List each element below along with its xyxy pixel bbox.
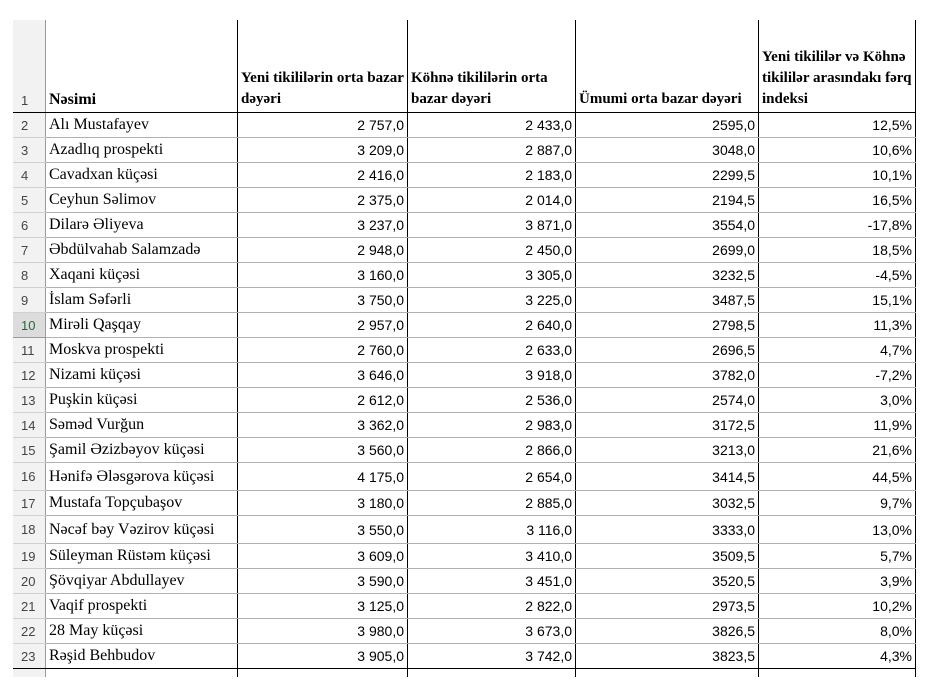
cell-old-buildings-value[interactable]: 3 451,0 xyxy=(408,569,576,594)
row-number[interactable]: 15 xyxy=(13,438,46,463)
table-row xyxy=(13,516,916,544)
empty-cell[interactable] xyxy=(46,669,238,678)
partial-next-row xyxy=(13,669,916,678)
cell-street-name[interactable]: Puşkin küçəsi xyxy=(46,388,238,413)
cell-overall-average-value[interactable]: 3414,5 xyxy=(576,463,759,491)
cell-old-buildings-value[interactable]: 2 633,0 xyxy=(408,338,576,363)
cell-street-name[interactable]: Azadlıq prospekti xyxy=(46,138,238,163)
table-row xyxy=(13,413,916,438)
cell-street-name[interactable]: Şövqiyar Abdullayev xyxy=(46,569,238,594)
header-row xyxy=(13,20,916,113)
table-row xyxy=(13,338,916,363)
cell-street-name[interactable]: İslam Səfərli xyxy=(46,288,238,313)
row-number[interactable]: 20 xyxy=(13,569,46,594)
row-number[interactable]: 8 xyxy=(13,263,46,288)
table-row xyxy=(13,438,916,463)
table-row xyxy=(13,491,916,516)
cell-new-buildings-value[interactable]: 2 375,0 xyxy=(238,188,408,213)
cell-difference-index[interactable]: 44,5% xyxy=(759,463,916,491)
cell-difference-index[interactable]: 21,6% xyxy=(759,438,916,463)
cell-difference-index[interactable]: 3,9% xyxy=(759,569,916,594)
cell-difference-index[interactable]: -17,8% xyxy=(759,213,916,238)
cell-street-name[interactable]: Cavadxan küçəsi xyxy=(46,163,238,188)
cell-new-buildings-value[interactable]: 3 609,0 xyxy=(238,544,408,569)
row-number[interactable]: 18 xyxy=(13,516,46,544)
cell-overall-average-value[interactable]: 2696,5 xyxy=(576,338,759,363)
cell-street-name[interactable]: Xaqani küçəsi xyxy=(46,263,238,288)
cell-new-buildings-value[interactable]: 2 957,0 xyxy=(238,313,408,338)
cell-difference-index[interactable]: 4,3% xyxy=(759,644,916,669)
cell-old-buildings-value[interactable]: 2 654,0 xyxy=(408,463,576,491)
cell-difference-index[interactable]: 8,0% xyxy=(759,619,916,644)
cell-new-buildings-value[interactable]: 3 750,0 xyxy=(238,288,408,313)
table-row xyxy=(13,288,916,313)
row-number[interactable]: 1 xyxy=(13,20,46,113)
cell-difference-index[interactable]: 18,5% xyxy=(759,238,916,263)
cell-overall-average-value[interactable]: 3048,0 xyxy=(576,138,759,163)
table-row xyxy=(13,619,916,644)
cell-old-buildings-value[interactable]: 2 822,0 xyxy=(408,594,576,619)
table-row xyxy=(13,188,916,213)
cell-difference-index[interactable]: 10,6% xyxy=(759,138,916,163)
cell-difference-index[interactable]: 15,1% xyxy=(759,288,916,313)
cell-new-buildings-value[interactable]: 2 948,0 xyxy=(238,238,408,263)
column-header-district[interactable]: Nəsimi xyxy=(46,20,238,113)
cell-old-buildings-value[interactable]: 3 673,0 xyxy=(408,619,576,644)
cell-difference-index[interactable]: 12,5% xyxy=(759,113,916,138)
cell-old-buildings-value[interactable]: 2 183,0 xyxy=(408,163,576,188)
cell-difference-index[interactable]: 4,7% xyxy=(759,338,916,363)
cell-street-name[interactable]: Nəcəf bəy Vəzirov küçəsi xyxy=(46,516,238,544)
cell-old-buildings-value[interactable]: 2 433,0 xyxy=(408,113,576,138)
cell-street-name[interactable]: Rəşid Behbudov xyxy=(46,644,238,669)
cell-old-buildings-value[interactable]: 2 866,0 xyxy=(408,438,576,463)
row-number[interactable]: 13 xyxy=(13,388,46,413)
cell-difference-index[interactable]: 16,5% xyxy=(759,188,916,213)
cell-new-buildings-value[interactable]: 3 905,0 xyxy=(238,644,408,669)
row-number[interactable]: 22 xyxy=(13,619,46,644)
row-number[interactable]: 3 xyxy=(13,138,46,163)
cell-street-name[interactable]: 28 May küçəsi xyxy=(46,619,238,644)
cell-new-buildings-value[interactable]: 2 416,0 xyxy=(238,163,408,188)
cell-old-buildings-value[interactable]: 2 014,0 xyxy=(408,188,576,213)
cell-overall-average-value[interactable]: 3333,0 xyxy=(576,516,759,544)
cell-old-buildings-value[interactable]: 3 742,0 xyxy=(408,644,576,669)
row-number[interactable]: 7 xyxy=(13,238,46,263)
table-row xyxy=(13,644,916,669)
cell-new-buildings-value[interactable]: 3 362,0 xyxy=(238,413,408,438)
row-number[interactable]: 23 xyxy=(13,644,46,669)
cell-old-buildings-value[interactable]: 2 450,0 xyxy=(408,238,576,263)
row-number[interactable]: 6 xyxy=(13,213,46,238)
cell-difference-index[interactable]: 5,7% xyxy=(759,544,916,569)
column-header-overall-average-value[interactable]: Ümumi orta bazar dəyəri xyxy=(576,20,759,113)
cell-difference-index[interactable]: 3,0% xyxy=(759,388,916,413)
cell-new-buildings-value[interactable]: 3 550,0 xyxy=(238,516,408,544)
cell-new-buildings-value[interactable]: 3 125,0 xyxy=(238,594,408,619)
column-header-new-buildings-value[interactable]: Yeni tikililərin orta bazar dəyəri xyxy=(238,20,408,113)
cell-overall-average-value[interactable]: 3782,0 xyxy=(576,363,759,388)
cell-difference-index[interactable]: 10,2% xyxy=(759,594,916,619)
cell-difference-index[interactable]: -7,2% xyxy=(759,363,916,388)
cell-street-name[interactable]: Mustafa Topçubaşov xyxy=(46,491,238,516)
cell-new-buildings-value[interactable]: 3 646,0 xyxy=(238,363,408,388)
row-number[interactable]: 16 xyxy=(13,463,46,491)
column-header-difference-index[interactable]: Yeni tikililər və Köhnə tikililər arasındakı fərq indeksi xyxy=(759,20,916,113)
table-row xyxy=(13,113,916,138)
row-number[interactable]: 9 xyxy=(13,288,46,313)
cell-old-buildings-value[interactable]: 2 536,0 xyxy=(408,388,576,413)
table-row xyxy=(13,263,916,288)
cell-new-buildings-value[interactable]: 3 560,0 xyxy=(238,438,408,463)
table-row xyxy=(13,138,916,163)
empty-cell[interactable] xyxy=(238,669,408,678)
row-number[interactable] xyxy=(13,669,46,678)
cell-overall-average-value[interactable]: 2194,5 xyxy=(576,188,759,213)
empty-cell[interactable] xyxy=(408,669,576,678)
cell-overall-average-value[interactable]: 3232,5 xyxy=(576,263,759,288)
cell-old-buildings-value[interactable]: 2 983,0 xyxy=(408,413,576,438)
cell-overall-average-value[interactable]: 3554,0 xyxy=(576,213,759,238)
row-number[interactable]: 5 xyxy=(13,188,46,213)
table-row xyxy=(13,163,916,188)
table-row xyxy=(13,238,916,263)
cell-new-buildings-value[interactable]: 3 209,0 xyxy=(238,138,408,163)
cell-overall-average-value[interactable]: 3520,5 xyxy=(576,569,759,594)
cell-street-name[interactable]: Nizami küçəsi xyxy=(46,363,238,388)
cell-street-name[interactable]: Şamil Əzizbəyov küçəsi xyxy=(46,438,238,463)
cell-old-buildings-value[interactable]: 3 225,0 xyxy=(408,288,576,313)
cell-difference-index[interactable]: -4,5% xyxy=(759,263,916,288)
cell-overall-average-value[interactable]: 3826,5 xyxy=(576,619,759,644)
cell-difference-index[interactable]: 10,1% xyxy=(759,163,916,188)
cell-overall-average-value[interactable]: 2595,0 xyxy=(576,113,759,138)
cell-street-name[interactable]: Mirəli Qaşqay xyxy=(46,313,238,338)
cell-new-buildings-value[interactable]: 2 757,0 xyxy=(238,113,408,138)
empty-cell[interactable] xyxy=(576,669,759,678)
cell-street-name[interactable]: Səməd Vurğun xyxy=(46,413,238,438)
cell-overall-average-value[interactable]: 3032,5 xyxy=(576,491,759,516)
cell-old-buildings-value[interactable]: 2 640,0 xyxy=(408,313,576,338)
cell-new-buildings-value[interactable]: 3 980,0 xyxy=(238,619,408,644)
cell-street-name[interactable]: Alı Mustafayev xyxy=(46,113,238,138)
table-row xyxy=(13,569,916,594)
cell-old-buildings-value[interactable]: 2 887,0 xyxy=(408,138,576,163)
cell-new-buildings-value[interactable]: 3 237,0 xyxy=(238,213,408,238)
table-row xyxy=(13,544,916,569)
cell-overall-average-value[interactable]: 2973,5 xyxy=(576,594,759,619)
row-number[interactable]: 14 xyxy=(13,413,46,438)
cell-new-buildings-value[interactable]: 3 160,0 xyxy=(238,263,408,288)
cell-street-name[interactable]: Əbdülvahab Salamzadə xyxy=(46,238,238,263)
row-number[interactable]: 21 xyxy=(13,594,46,619)
cell-old-buildings-value[interactable]: 3 871,0 xyxy=(408,213,576,238)
row-number[interactable]: 11 xyxy=(13,338,46,363)
row-number[interactable]: 17 xyxy=(13,491,46,516)
cell-old-buildings-value[interactable]: 3 918,0 xyxy=(408,363,576,388)
empty-cell[interactable] xyxy=(759,669,916,678)
row-number[interactable]: 4 xyxy=(13,163,46,188)
cell-street-name[interactable]: Dilarə Əliyeva xyxy=(46,213,238,238)
table-row xyxy=(13,463,916,491)
cell-overall-average-value[interactable]: 2699,0 xyxy=(576,238,759,263)
cell-overall-average-value[interactable]: 3172,5 xyxy=(576,413,759,438)
table-row xyxy=(13,213,916,238)
table-row xyxy=(13,313,916,338)
cell-new-buildings-value[interactable]: 2 760,0 xyxy=(238,338,408,363)
cell-overall-average-value[interactable]: 3213,0 xyxy=(576,438,759,463)
cell-new-buildings-value[interactable]: 3 590,0 xyxy=(238,569,408,594)
cell-overall-average-value[interactable]: 2798,5 xyxy=(576,313,759,338)
cell-old-buildings-value[interactable]: 2 885,0 xyxy=(408,491,576,516)
cell-new-buildings-value[interactable]: 4 175,0 xyxy=(238,463,408,491)
cell-overall-average-value[interactable]: 3487,5 xyxy=(576,288,759,313)
cell-overall-average-value[interactable]: 2299,5 xyxy=(576,163,759,188)
cell-street-name[interactable]: Hənifə Ələsgərova küçəsi xyxy=(46,463,238,491)
cell-old-buildings-value[interactable]: 3 305,0 xyxy=(408,263,576,288)
row-number[interactable]: 10 xyxy=(13,313,46,338)
cell-overall-average-value[interactable]: 3509,5 xyxy=(576,544,759,569)
cell-difference-index[interactable]: 11,9% xyxy=(759,413,916,438)
column-header-old-buildings-value[interactable]: Köhnə tikililərin orta bazar dəyəri xyxy=(408,20,576,113)
cell-old-buildings-value[interactable]: 3 410,0 xyxy=(408,544,576,569)
cell-overall-average-value[interactable]: 2574,0 xyxy=(576,388,759,413)
data-table xyxy=(13,20,916,677)
cell-new-buildings-value[interactable]: 3 180,0 xyxy=(238,491,408,516)
cell-difference-index[interactable]: 11,3% xyxy=(759,313,916,338)
table-row xyxy=(13,363,916,388)
cell-old-buildings-value[interactable]: 3 116,0 xyxy=(408,516,576,544)
cell-street-name[interactable]: Süleyman Rüstəm küçəsi xyxy=(46,544,238,569)
row-number[interactable]: 12 xyxy=(13,363,46,388)
table-row xyxy=(13,594,916,619)
row-number[interactable]: 2 xyxy=(13,113,46,138)
cell-street-name[interactable]: Ceyhun Səlimov xyxy=(46,188,238,213)
cell-overall-average-value[interactable]: 3823,5 xyxy=(576,644,759,669)
cell-street-name[interactable]: Vaqif prospekti xyxy=(46,594,238,619)
cell-difference-index[interactable]: 13,0% xyxy=(759,516,916,544)
row-number[interactable]: 19 xyxy=(13,544,46,569)
cell-difference-index[interactable]: 9,7% xyxy=(759,491,916,516)
cell-new-buildings-value[interactable]: 2 612,0 xyxy=(238,388,408,413)
cell-street-name[interactable]: Moskva prospekti xyxy=(46,338,238,363)
table-row xyxy=(13,388,916,413)
